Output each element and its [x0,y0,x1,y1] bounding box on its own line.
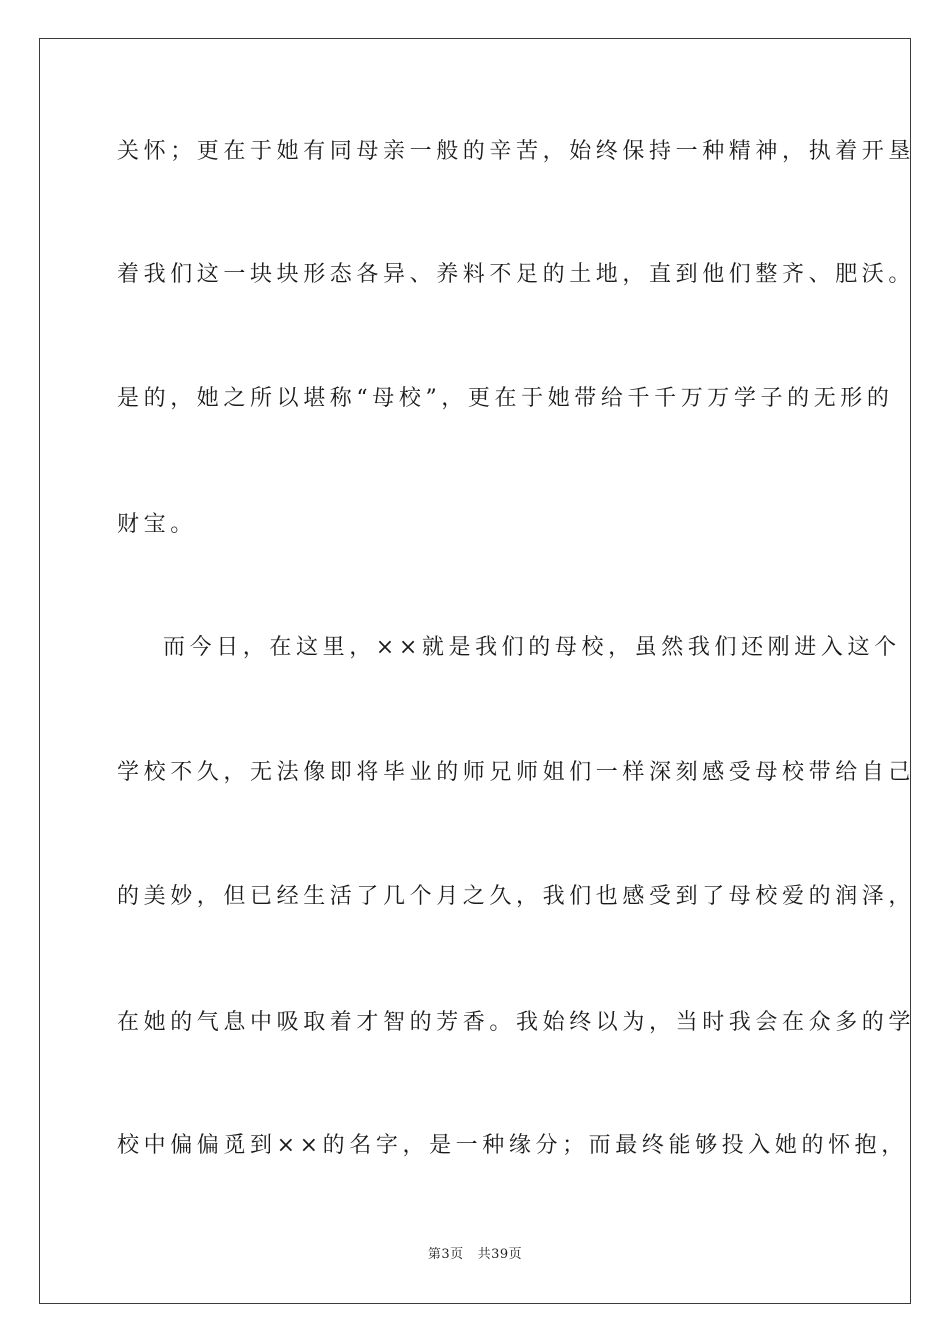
text-line-5-paragraph-start: 而今日，在这里，××就是我们的母校，虽然我们还刚进入这个 [163,635,901,660]
text-line-6: 学校不久，无法像即将毕业的师兄师姐们一样深刻感受母校带给自己 [117,760,916,785]
page-border [39,38,916,1304]
text-line-9: 校中偏偏觅到××的名字，是一种缘分；而最终能够投入她的怀抱， [117,1133,908,1158]
text-line-4: 财宝。 [117,512,197,537]
total-pages: 共39页 [477,1247,523,1262]
text-line-3: 是的，她之所以堪称“母校”，更在于她带给千千万万学子的无形的 [117,386,894,411]
text-line-1: 关怀；更在于她有同母亲一般的辛苦，始终保持一种精神，执着开垦 [117,139,916,164]
text-line-8: 在她的气息中吸取着才智的芳香。我始终以为，当时我会在众多的学 [117,1010,916,1035]
text-line-2: 着我们这一块块形态各异、养料不足的土地，直到他们整齐、肥沃。 [117,262,916,287]
page-number: 第3页 [427,1247,464,1262]
page-footer [0,1246,950,1264]
text-line-7: 的美妙，但已经生活了几个月之久，我们也感受到了母校爱的润泽， [117,884,916,909]
